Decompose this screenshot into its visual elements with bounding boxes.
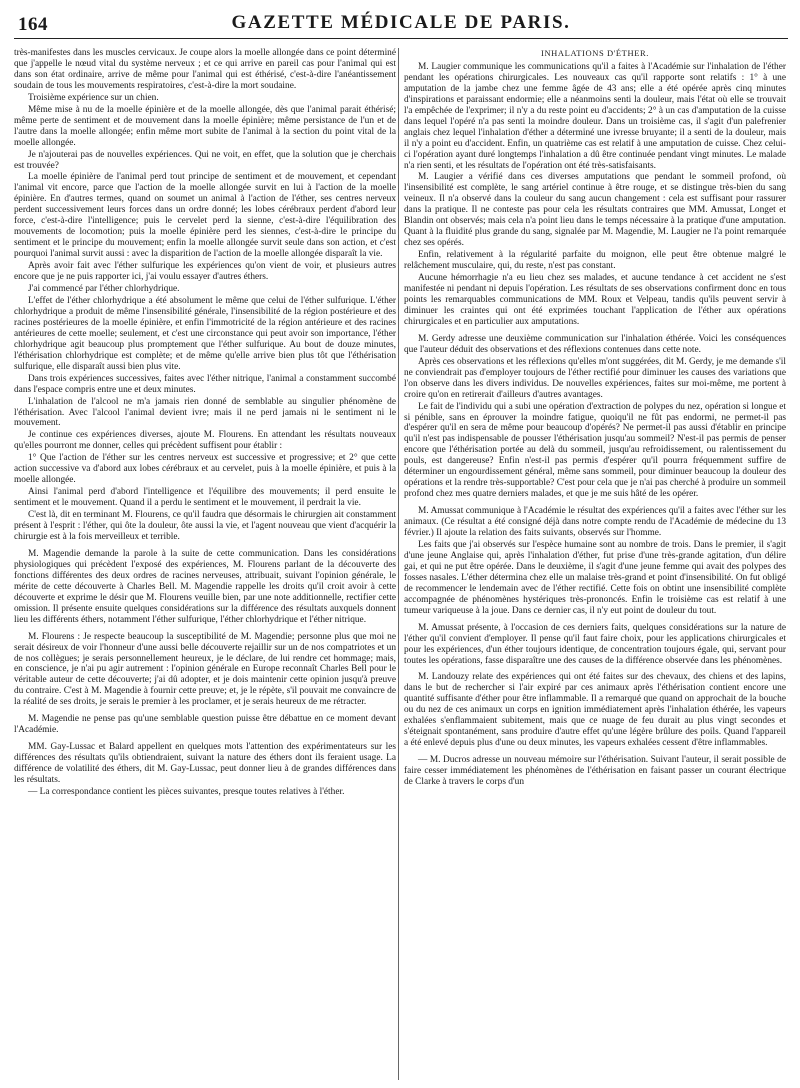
paragraph: 1° Que l'action de l'éther sur les centres nerveux est successive et progressive; et 2° que cette action successive va d'abord aux lobes cérébraux et au cervelet, puis à la moelle épinière, et puis à la moelle allongée. bbox=[14, 453, 396, 486]
column-divider bbox=[398, 48, 399, 1080]
paragraph: M. Laugier communique les communications qu'il a faites à l'Académie sur l'inhalation de l'éther pendant les opérations chirurgicales. Les nouveaux cas qu'il rapporte sont relatifs : 1° à une amputation de la jambe chez une femme âgée de 43 ans; elle a été opérée après cinq minutes d'inspirations et paraissant endormie; elle a néanmoins senti la douleur, mais l'état où elle se trouvait l'a empêchée de l'exprimer; il n'y a du reste point eu d'accidents; 2° à un cas d'amputation de la cuisse dans lequel l'opéré n'a pas senti la moindre douleur. Dans un troisième cas, il s'agit d'un palefrenier anglais chez lequel l'inhalation d'éther a déterminé une ivresse bruyante; il a senti de la douleur, mais il n'y a point eu d'accident. Enfin, un quatrième cas est relatif à une amputation de cuisse. Chez celui-ci l'opération ayant duré longtemps l'inhalation a dû être continuée pendant vingt minutes. Le malade n'a rien senti, et les résultats de l'opération ont été très-satisfaisants. bbox=[404, 61, 786, 171]
section-heading: INHALATIONS D'ÉTHER. bbox=[541, 48, 649, 58]
paragraph: M. Magendie ne pense pas qu'une semblable question puisse être débattue en ce moment devant l'Académie. bbox=[14, 714, 396, 736]
paragraph: Aucune hémorrhagie n'a eu lieu chez ses malades, et aucune tendance à cet accident ne s'est manifestée ni pendant ni depuis l'opération. Les résultats de ses observations confirment donc en tous points les remarquables communications de MM. Roux et Velpeau, tandis qu'ils peuvent servir à diminuer les craintes qui ont été exprimées touchant l'application de l'éther aux opérations chirurgicales et en particulier aux amputations. bbox=[404, 273, 786, 327]
paragraph: L'inhalation de l'alcool ne m'a jamais rien donné de semblable au singulier phénomène de l'éthérisation. Avec l'alcool l'animal devient ivre; mais il ne perd jamais ni le sentiment ni le mouvement. bbox=[14, 396, 396, 429]
paragraph: Je n'ajouterai pas de nouvelles expériences. Qui ne voit, en effet, que la solution que je cherchais est trouvée? bbox=[14, 149, 396, 171]
paragraph: MM. Gay-Lussac et Balard appellent en quelques mots l'attention des expérimentateurs sur les différences des résultats qu'ils obtiendraient, suivant la nature des éthers dont ils feraient usage. La différence de volatilité des éthers, dit M. Gay-Lussac, peut donner lieu à de grandes différences dans les résultats. bbox=[14, 742, 396, 786]
paragraph: Dans trois expériences successives, faites avec l'éther nitrique, l'animal a constamment succombé dans l'espace compris entre une et deux minutes. bbox=[14, 373, 396, 395]
paragraph: M. Landouzy relate des expériences qui ont été faites sur des chevaux, des chiens et des lapins, dans le but de rechercher si l'air expiré par ces animaux après l'éthérisation contient encore une quantité suffisante d'éther pour être inflammable. Il a remarqué que quand on approchait de la bouche ou du nez de ces animaux un corps en ignition immédiatement après l'inhalation éthérée, les vapeurs exhalées s'enflammaient subitement, mais que ce nuage de feu durait au plus vingt secondes et s'éteignait spontanément, sans produire d'autre effet qu'une légère brûlure des poils. Quand l'appareil a été enlevé depuis plus d'une ou deux minutes, les vapeurs exhalées cessent d'être inflammables. bbox=[404, 672, 786, 749]
paragraph: Enfin, relativement à la régularité parfaite du moignon, elle peut être obtenue malgré le relâchement musculaire, qui, du reste, n'est pas constant. bbox=[404, 250, 786, 272]
journal-title: GAZETTE MÉDICALE DE PARIS. bbox=[231, 12, 571, 33]
paragraph: Même mise à nu de la moelle épinière et de la moelle allongée, dès que l'animal parait éthérisé; même perte de sentiment et de mouvement dans la moelle épinière; même persistance de l'un et de l'autre dans la moelle allongée; enfin même mort subite de l'animal à la section du point vital de la moelle allongée. bbox=[14, 104, 396, 148]
right-column bbox=[404, 48, 786, 1083]
paragraph: M. Amussat présente, à l'occasion de ces derniers faits, quelques considérations sur la nature de l'éther qu'il convient d'employer. Il pense qu'il faut faire choix, pour les applications chirurgicales et pour les expériences, d'un éther toujours identique, de concentration toujours égale, qui, servant pour toutes les opérations, fasse disparaître une des causes de la différence observée dans les phénomènes. bbox=[404, 622, 786, 666]
paragraph: M. Laugier a vérifié dans ces diverses amputations que pendant le sommeil profond, où l'insensibilité est complète, le sang artériel continue à être rouge, et se distingue très-bien du sang veineux. Il n'a observé dans la couleur du sang aucun changement : cela est suffisant pour rassurer dans la pratique. Il ne conteste pas pour cela les résultats contraires que MM. Amussat, Longet et Blandin ont observés; mais cela n'a point lieu dans le temps nécessaire à la pratique d'une amputation. Quant à la fluidité plus grande du sang, signalée par M. Magendie, M. Laugier ne l'a point remarquée chez ses opérés. bbox=[404, 172, 786, 249]
paragraph: Les faits que j'ai observés sur l'espèce humaine sont au nombre de trois. Dans le premier, il s'agit d'une jeune Anglaise qui, après l'inhalation d'éther, fut prise d'une très-grande agitation, d'un délire gai, et qui ne put être opérée. Dans le deuxième, il s'agit d'une jeune femme qui avait des polypes des fosses nasales. L'éther détermina chez elle un malaise très-grand et point d'insensibilité. On fut obligé de recommencer le lendemain avec de l'éther rectifié. Cette fois on obtint une insensibilité complète accompagnée de phénomènes hystériques très-prononcés. Enfin le troisième cas est relatif à une tumeur variqueuse à la joue. Dans ce dernier cas, il n'y eut point de douleur du tout. bbox=[404, 539, 786, 616]
paragraph: M. Magendie demande la parole à la suite de cette communication. Dans les considérations physiologiques qui précèdent l'exposé des expériences, M. Flourens parlant de la découverte des fonctions différentes des deux ordres de racines nerveuses, attribuait, suivant l'opinion générale, le mérite de cette découverte à Charles Bell. M. Magendie rappelle les droits qu'il croit avoir à cette découverte et exprime le désir que M. Flourens veuille bien, par une note additionnelle, rectifier cette omission. Il présente ensuite quelques considérations sur la différence des résultats auxquels donnent lieu les différents éthers, notamment l'éther sulfurique, l'éther chlorhydrique et l'éther nitrique. bbox=[14, 548, 396, 625]
paragraph: M. Amussat communique à l'Académie le résultat des expériences qu'il a faites avec l'éther sur les animaux. (Ce résultat a été consigné déjà dans notre compte rendu de l'Académie de médecine du 13 février.) Il ajoute la relation des faits suivants, observés sur l'homme. bbox=[404, 506, 786, 539]
paragraph: — M. Ducros adresse un nouveau mémoire sur l'éthérisation. Suivant l'auteur, il serait possible de faire cesser immédiatement les phénomènes de l'éthérisation en faisant passer un courant électrique de Clarke à travers le corps d'un bbox=[404, 755, 786, 788]
paragraph: très-manifestes dans les muscles cervicaux. Je coupe alors la moelle allongée dans ce point déterminé que j'appelle le nœud vital du système nerveux ; et ce qui arrive en pareil cas pour l'animal qui est dans son état ordinaire, arrive de même pour l'animal qui est éthérisé, c'est-à-dire l'anéantissement soudain de tous les mouvements respiratoires, c'est-à-dire la mort soudaine. bbox=[14, 48, 396, 91]
paragraph: Ainsi l'animal perd d'abord l'intelligence et l'équilibre des mouvements; il perd ensuite le sentiment et le mouvement. Quand il a perdu le sentiment et le mouvement, il perdrait la vie. bbox=[14, 487, 396, 509]
paragraph: C'est là, dit en terminant M. Flourens, ce qu'il faudra que désormais le chirurgien ait constamment présent à l'esprit : l'éther, qui ôte la douleur, ôte aussi la vie, et l'agent nouveau que vient d'acquérir la chirurgie est à la fois merveilleux et terrible. bbox=[14, 510, 396, 542]
paragraph: Après avoir fait avec l'éther sulfurique les expériences qu'on vient de voir, et plusieurs autres encore que je ne puis rapporter ici, j'ai voulu essayer d'autres éthers. bbox=[14, 261, 396, 283]
page-number: 164 bbox=[18, 14, 48, 35]
paragraph: Je continue ces expériences diverses, ajoute M. Flourens. En attendant les résultats nouveaux qu'elles pourront me donner, celles qui précèdent suffisent pour établir : bbox=[14, 430, 396, 452]
paragraph: La moelle épinière de l'animal perd tout principe de sentiment et de mouvement, et cependant l'animal vit encore, parce que l'action de la moelle allongée survit en lui à l'action de la moelle épinière. En d'autres termes, quand on soumet un animal à l'action de l'éther, ses centres nerveux perdent successivement leurs forces dans un ordre donné; les lobes cérébraux perdent d'abord leur force, c'est-à-dire l'intelligence; puis le cervelet perd la sienne, c'est-à-dire l'équilibration des mouvements de locomotion; puis la moelle épinière perd les siennes, c'est-à-dire le principe du sentiment et le principe du mouvement; enfin la moelle allongée survit seule dans son action, et c'est pourquoi l'animal survit aussi : avec la disparition de l'action de la moelle allongée disparaît la vie. bbox=[14, 172, 396, 260]
paragraph: Troisième expérience sur un chien. bbox=[28, 92, 159, 103]
paragraph: M. Flourens : Je respecte beaucoup la susceptibilité de M. Magendie; personne plus que moi ne serait désireux de voir l'honneur d'une aussi belle découverte rejaillir sur un de nos compatriotes et un de nos collègues; je serais personnellement heureux, je le déclare, de lui rendre cet hommage; mais, en conscience, je n'ai pu agir autrement : l'opinion générale en Europe reconnaît Charles Bell pour le véritable auteur de cette découverte; j'ai dû adopter, et je dois maintenir cette opinion jusqu'à preuve du contraire. C'est à M. Magendie à fournir cette preuve; et, je le répète, s'il pouvait me convaincre de la réalité de ses droits, je serais le premier à les proclamer, et je serais heureux de me rétracter. bbox=[14, 631, 396, 708]
left-column bbox=[14, 48, 396, 1083]
paragraph: L'effet de l'éther chlorhydrique a été absolument le même que celui de l'éther sulfurique. L'éther chlorhydrique a produit de même l'insensibilité générale, l'insensibilité de la région postérieure et des racines postérieures de la moelle épinière, et enfin l'immotricité de la région antérieure et des racines antérieures de cette moelle; seulement, et c'est une circonstance qui peut avoir son importance, l'éther chlorhydrique agit beaucoup plus promptement que l'éther sulfurique. Au bout de douze minutes, l'éthérisation chlorhydrique est complète; et de même qu'elle arrive bien plus tôt que l'éthérisation sulfurique, elle disparaît aussi bien plus vite. bbox=[14, 295, 396, 372]
page-header bbox=[14, 12, 788, 39]
paragraph: — La correspondance contient les pièces suivantes, presque toutes relatives à l'éther. bbox=[28, 787, 345, 797]
paragraph: M. Gerdy adresse une deuxième communication sur l'inhalation éthérée. Voici les conséquences que l'auteur déduit des observations et des réflexions contenues dans cette note. bbox=[404, 333, 786, 355]
paragraph: Après ces observations et les réflexions qu'elles m'ont suggérées, dit M. Gerdy, je me demande s'il ne conviendrait pas d'employer toujours de l'éther rectifié pour diminuer les causes des variations que l'on observe dans les divers individus. De nouvelles expériences, faites sur moi-même, me portent à croire qu'on en retirerait d'ailleurs d'autres avantages. bbox=[404, 356, 786, 400]
paragraph: J'ai commencé par l'éther chlorhydrique. bbox=[28, 284, 180, 295]
paragraph: Le fait de l'individu qui a subi une opération d'extraction de polypes du nez, opération si longue et si pénible, sans en éprouver la moindre fatigue, quoiqu'il ne fût pas endormi, ne permet-il pas d'espérer qu'il en sera de même pour beaucoup d'opérés? Ne permet-il pas aussi d'établir en principe qu'il n'est pas indispensable de pousser l'éthérisation jusqu'au sommeil? N'est-il pas permis de penser encore que l'éthérisation portée au delà du sommeil, jusqu'au refroidissement, ou ralentissement du pouls, est dangereuse? Enfin n'est-il pas permis d'espérer qu'il pourra fréquemment suffire de déterminer un engourdissement général, même sans sommeil, pour diminuer beaucoup la douleur des opérations et la rendre très-supportable? C'est pour cela que je n'ai pas cherché à produire un sommeil profond chez mes quatre derniers malades, et que je me suis hâté de les opérer. bbox=[404, 401, 786, 500]
